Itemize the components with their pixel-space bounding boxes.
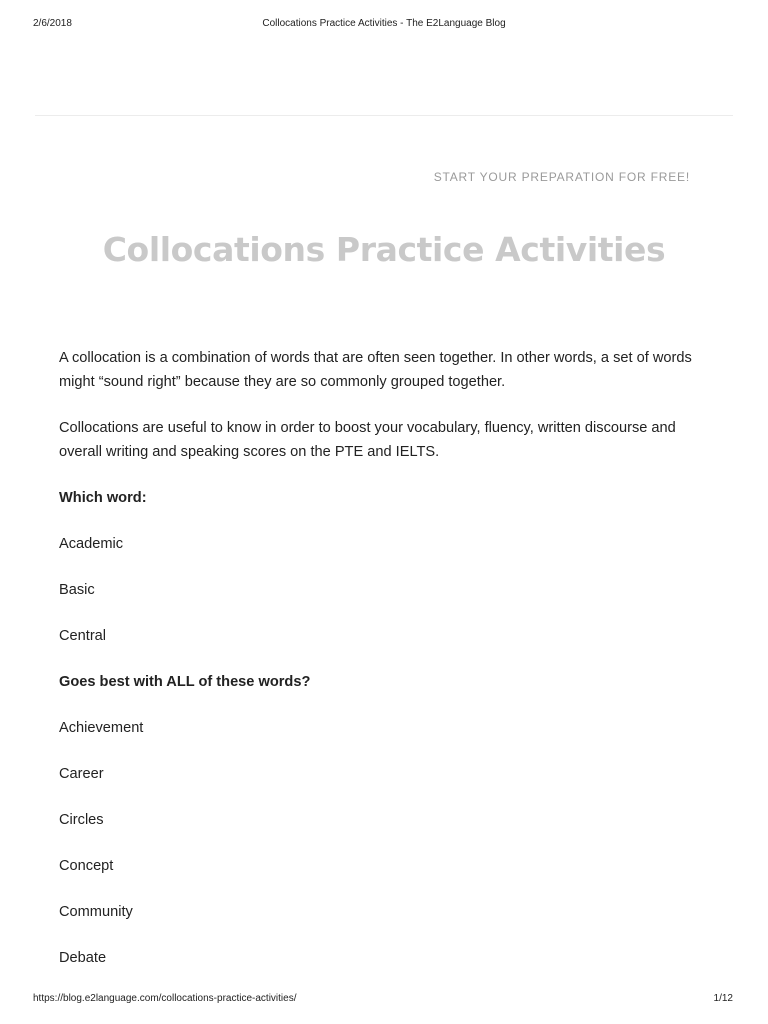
print-page-number: 1/12 (713, 993, 733, 1004)
print-url: https://blog.e2language.com/collocations-practice-activities/ (33, 993, 297, 1004)
print-footer (33, 993, 735, 1007)
word-item: Circles (59, 812, 104, 828)
word-item: Debate (59, 950, 107, 966)
question-which-word: Which word: (59, 490, 147, 506)
print-date: 2/6/2018 (33, 18, 72, 29)
word-item: Achievement (59, 720, 144, 736)
start-preparation-link[interactable]: START YOUR PREPARATION FOR FREE! (433, 170, 690, 184)
word-item: Community (59, 904, 133, 920)
intro-paragraph-1: A collocation is a combination of words that are often seen together. In other words, a set of words might “sound right” because they are so commonly grouped together. (59, 350, 692, 390)
word-item: Career (59, 766, 104, 782)
word-item: Concept (59, 858, 114, 874)
question-goes-best: Goes best with ALL of these words? (59, 674, 311, 690)
intro-paragraph-2: Collocations are useful to know in order to boost your vocabulary, fluency, written discourse and overall writing and speaking scores on the PTE and IELTS. (59, 420, 676, 460)
option-item: Central (59, 628, 107, 644)
header-divider (35, 115, 733, 116)
option-item: Academic (59, 536, 124, 552)
post-title: Collocations Practice Activities (102, 230, 666, 269)
post-content (59, 346, 709, 992)
print-document-title: Collocations Practice Activities - The E2Language Blog (262, 18, 506, 29)
option-item: Basic (59, 582, 95, 598)
print-header (33, 18, 735, 32)
